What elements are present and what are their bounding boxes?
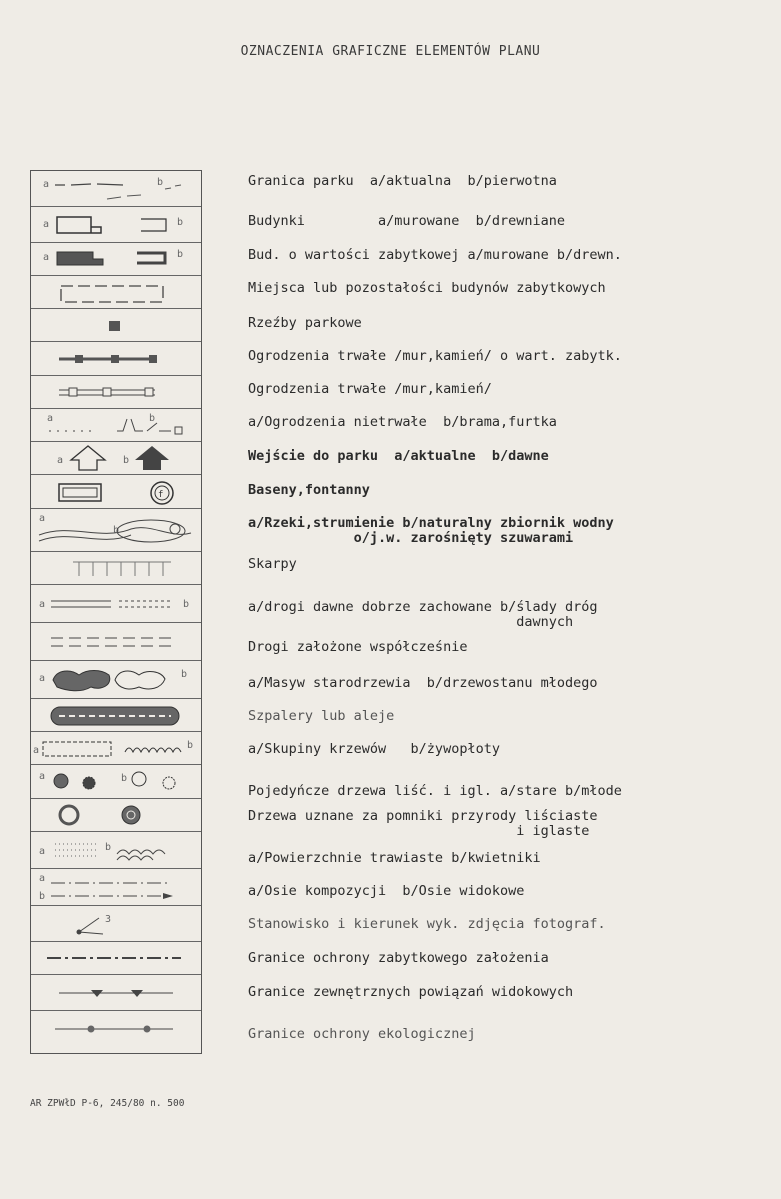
legend-text-monument-trees: Drzewa uznane za pomniki przyrody liściaste i iglaste [248,808,598,839]
symbol-monument-trees [31,799,201,832]
svg-text:f: f [158,490,164,500]
legend-text-historic-buildings: Bud. o wartości zabytkowej a/murowane b/drewn. [248,247,622,263]
legend-text-single-trees: Pojedyńcze drzewa liść. i igl. a/stare b/młode [248,783,622,799]
symbol-shrubs [31,732,201,765]
symbol-lawns [31,832,201,869]
svg-text:b: b [105,842,112,853]
symbol-rivers [31,509,201,552]
legend-text-avenues: Szpalery lub aleje [248,708,395,724]
svg-text:a: a [43,252,50,263]
symbol-temporary-fence [31,409,201,442]
legend-text-park-boundary: Granica parku a/aktualna b/pierwotna [248,173,557,189]
svg-text:a: a [39,846,46,857]
symbol-avenues [31,699,201,732]
symbol-entrance [31,442,201,475]
svg-text:b: b [123,455,130,466]
symbol-permanent-fence [31,376,201,409]
symbol-view-boundary [31,975,201,1011]
svg-text:a: a [39,599,46,610]
legend-text-historic-fence: Ogrodzenia trwałe /mur,kamień/ o wart. zabytk. [248,348,622,364]
symbol-park-boundary [31,171,201,207]
svg-text:a: a [57,455,64,466]
symbol-old-roads [31,585,201,623]
svg-text:a: a [39,673,46,684]
svg-text:b: b [113,525,120,536]
symbol-buildings [31,207,201,243]
svg-text:b: b [121,773,128,784]
legend-text-buildings: Budynki a/murowane b/drewniane [248,213,565,229]
svg-text:a: a [47,413,54,424]
svg-text:b: b [187,740,194,751]
symbol-modern-roads [31,623,201,661]
svg-text:b: b [183,599,190,610]
svg-text:b: b [157,177,164,188]
symbol-eco-boundary [31,1011,201,1053]
legend-text-old-roads: a/drogi dawne dobrze zachowane b/ślady dróg dawnych [248,599,598,630]
svg-text:b: b [149,413,156,424]
legend-text-photo-point: Stanowisko i kierunek wyk. zdjęcia fotograf. [248,916,606,932]
legend-text-permanent-fence: Ogrodzenia trwałe /mur,kamień/ [248,381,492,397]
symbol-photo-point [31,906,201,942]
legend-text-heritage-boundary: Granice ochrony zabytkowego założenia [248,950,549,966]
archive-reference: AR ZPWłD P-6, 245/80 n. 500 [30,1098,185,1109]
svg-text:a: a [33,745,40,756]
legend-text-view-boundary: Granice zewnętrznych powiązań widokowych [248,984,574,1000]
symbol-axes [31,869,201,906]
legend-text-old-trees: a/Masyw starodrzewia b/drzewostanu młodego [248,675,598,691]
legend-text-temporary-fence: a/Ogrodzenia nietrwałe b/brama,furtka [248,414,557,430]
svg-text:b: b [39,891,46,902]
legend-text-pools: Baseny,fontanny [248,482,370,498]
symbol-sculptures [31,309,201,342]
legend-text-escarpments: Skarpy [248,556,297,572]
svg-text:a: a [39,513,46,524]
page-title: OZNACZENIA GRAFICZNE ELEMENTÓW PLANU [240,44,541,59]
svg-text:a: a [39,873,46,884]
legend-text-sculptures: Rzeźby parkowe [248,315,362,331]
symbol-building-remains [31,276,201,309]
symbol-pools [31,475,201,509]
symbol-historic-buildings [31,243,201,276]
svg-text:b: b [177,249,184,260]
svg-text:b: b [181,669,188,680]
legend-text-modern-roads: Drogi założone współcześnie [248,639,468,655]
legend-symbol-table [30,170,202,1054]
symbol-escarpments [31,552,201,585]
symbol-heritage-boundary [31,942,201,975]
symbol-historic-fence [31,342,201,376]
symbol-old-trees [31,661,201,699]
legend-text-shrubs: a/Skupiny krzewów b/żywopłoty [248,741,500,757]
svg-text:b: b [177,217,184,228]
legend-text-eco-boundary: Granice ochrony ekologicznej [248,1026,476,1042]
legend-text-building-remains: Miejsca lub pozostałości budynów zabytkowych [248,280,606,296]
svg-text:a: a [43,219,50,230]
svg-text:a: a [43,179,50,190]
svg-text:a: a [39,771,46,782]
legend-text-axes: a/Osie kompozycji b/Osie widokowe [248,883,525,899]
legend-text-entrance: Wejście do parku a/aktualne b/dawne [248,448,549,464]
svg-text:3: 3 [105,914,112,925]
legend-text-rivers: a/Rzeki,strumienie b/naturalny zbiornik wodny o/j.w. zarośnięty szuwarami [248,515,614,546]
legend-text-lawns: a/Powierzchnie trawiaste b/kwietniki [248,850,541,866]
symbol-single-trees [31,765,201,799]
